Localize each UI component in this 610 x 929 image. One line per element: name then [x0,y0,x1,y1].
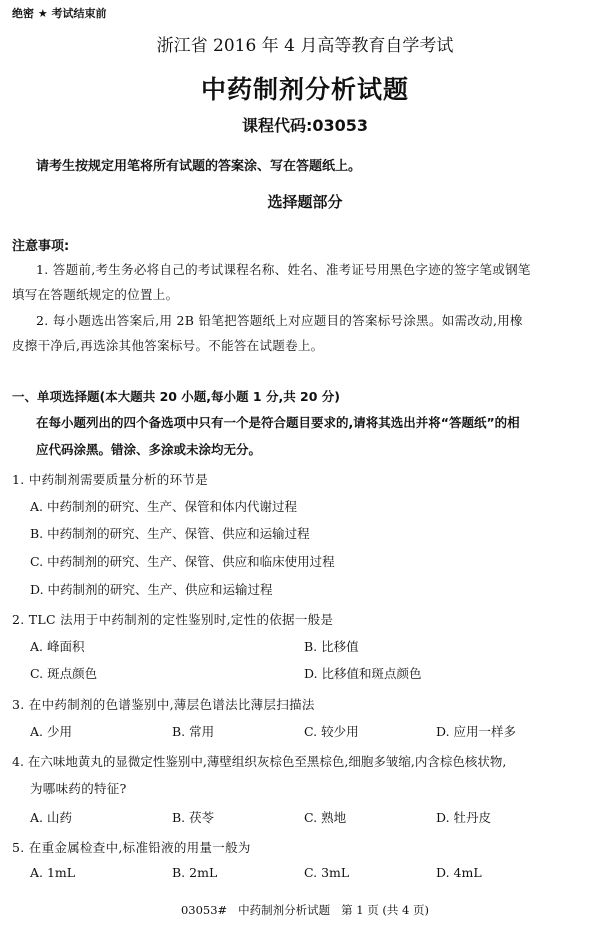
part-1-heading: 一、单项选择题(本大题共 20 小题,每小题 1 分,共 20 分) [12,389,341,404]
question-1-option-d: D. 中药制剂的研究、生产、供应和运输过程 [30,582,273,597]
question-2-stem: 2. TLC 法用于中药制剂的定性鉴别时,定性的依据一般是 [12,612,334,627]
question-3-option-c: C. 较少用 [304,724,359,739]
question-4-option-c: C. 熟地 [304,810,347,825]
question-3-option-b: B. 常用 [172,724,215,739]
question-4-option-d: D. 牡丹皮 [436,810,492,825]
confidential-mark: 绝密 ★ 考试结束前 [12,7,107,20]
question-1-option-a: A. 中药制剂的研究、生产、保管和体内代谢过程 [30,499,297,514]
note-2-line-1: 2. 每小题选出答案后,用 2B 铅笔把答题纸上对应题目的答案标号涂黑。如需改动,用橡 [36,313,523,328]
question-4-stem: 4. 在六味地黄丸的显微定性鉴别中,薄壁组织灰棕色至黑棕色,细胞多皱缩,内含棕色核状物, [12,754,507,769]
question-2-option-d: D. 比移值和斑点颜色 [304,666,422,681]
question-5-option-a: A. 1mL [30,865,76,880]
part-1-desc-line-1: 在每小题列出的四个备选项中只有一个是符合题目要求的,请将其选出并将“答题纸”的相 [36,415,520,430]
question-5-option-c: C. 3mL [304,865,350,880]
note-1-line-1: 1. 答题前,考生务必将自己的考试课程名称、姓名、准考证号用黑色字迹的签字笔或钢笔 [36,262,531,277]
part-1-desc-line-2: 应代码涂黑。错涂、多涂或未涂均无分。 [36,442,262,457]
question-4-option-b: B. 茯苓 [172,810,215,825]
question-1-option-b: B. 中药制剂的研究、生产、保管、供应和运输过程 [30,526,310,541]
question-2-option-c: C. 斑点颜色 [30,666,98,681]
question-3-option-d: D. 应用一样多 [436,724,517,739]
question-4-stem-line-2: 为哪味药的特征? [30,781,127,796]
question-5-stem: 5. 在重金属检查中,标准铅液的用量一般为 [12,840,251,855]
exam-session-line: 浙江省 2016 年 4 月高等教育自学考试 [156,36,454,56]
question-2-option-a: A. 峰面积 [30,639,85,654]
question-3-stem: 3. 在中药制剂的色谱鉴别中,薄层色谱法比薄层扫描法 [12,697,315,712]
course-code: 课程代码:03053 [241,116,369,135]
note-2-line-2: 皮擦干净后,再选涂其他答案标号。不能答在试题卷上。 [12,338,324,353]
question-4-option-a: A. 山药 [30,810,72,825]
question-1-option-c: C. 中药制剂的研究、生产、保管、供应和临床使用过程 [30,554,335,569]
answer-instruction: 请考生按规定用笔将所有试题的答案涂、写在答题纸上。 [36,159,362,174]
page-footer: 03053# 中药制剂分析试题 第 1 页 (共 4 页) [180,903,430,917]
section-title: 选择题部分 [267,193,343,211]
question-2-option-b: B. 比移值 [304,639,359,654]
question-1-stem: 1. 中药制剂需要质量分析的环节是 [12,472,209,487]
note-1-line-2: 填写在答题纸规定的位置上。 [12,287,179,302]
page-title: 中药制剂分析试题 [200,75,409,104]
notes-heading: 注意事项: [12,239,70,254]
question-5-option-b: B. 2mL [172,865,218,880]
question-3-option-a: A. 少用 [30,724,72,739]
question-5-option-d: D. 4mL [436,865,482,880]
